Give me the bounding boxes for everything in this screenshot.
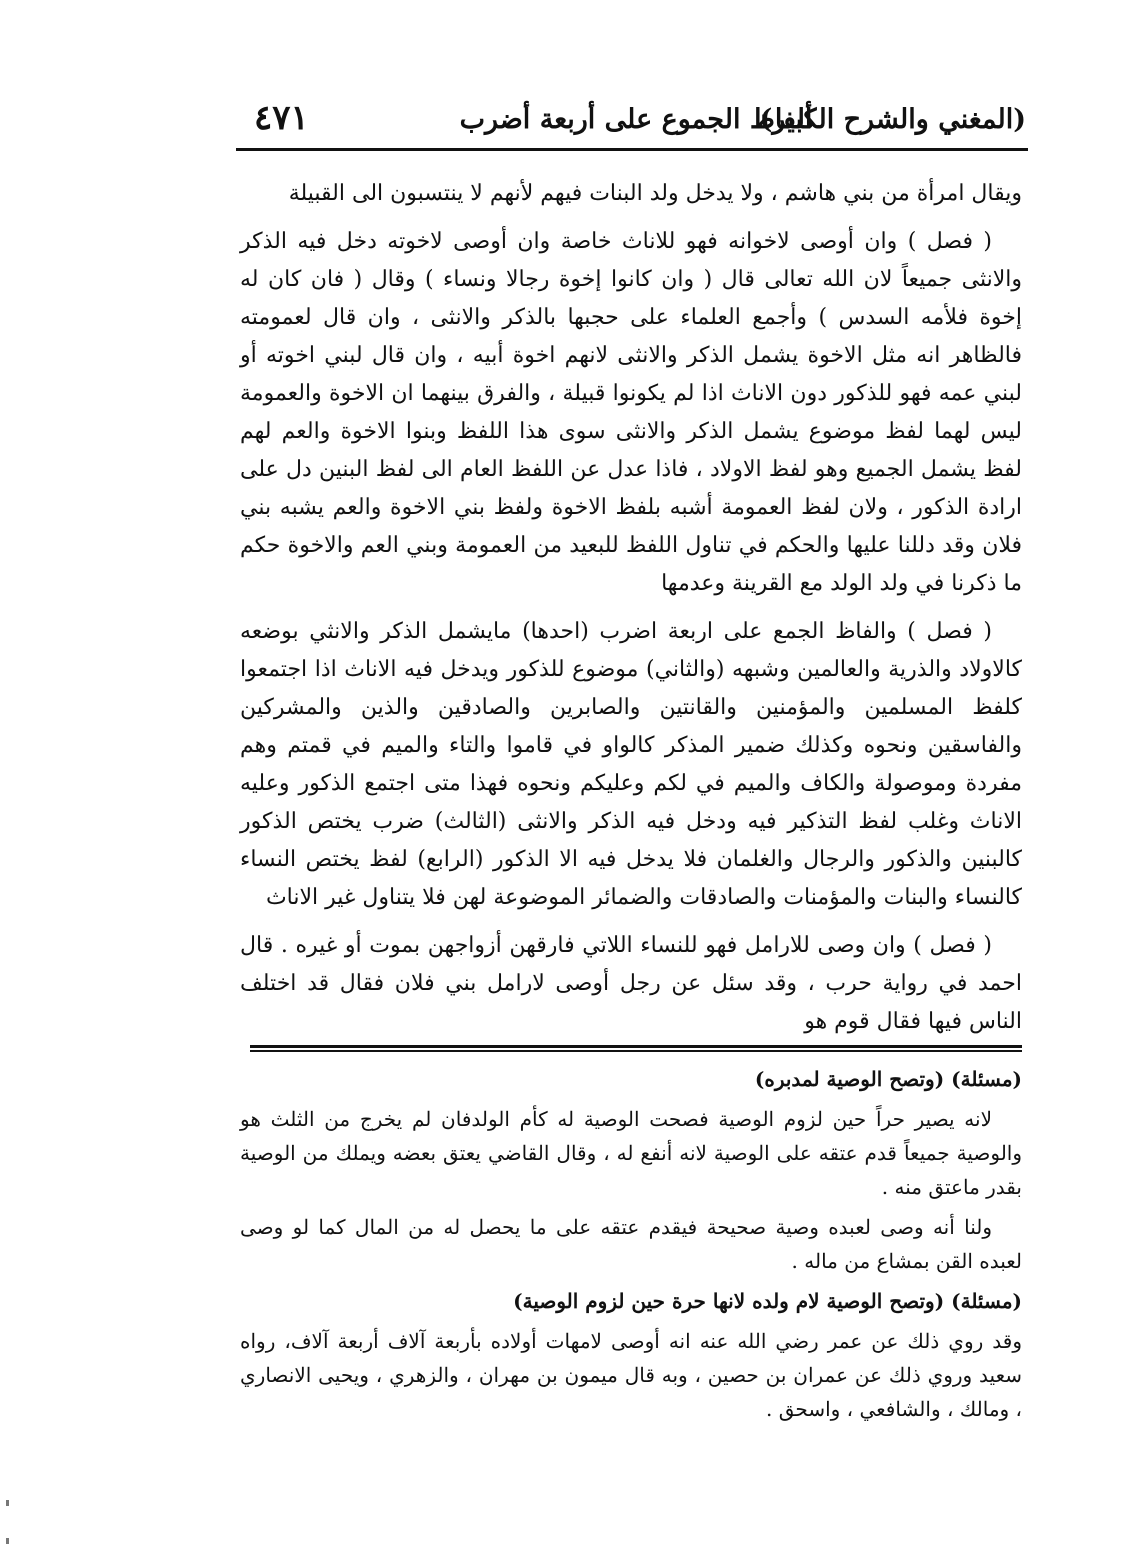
separator-double-rule xyxy=(250,1045,1022,1052)
running-title-book: (المغني والشرح الكبير) xyxy=(759,104,1026,135)
main-paragraph: ( فصل ) وان أوصى لاخوانه فهو للاناث خاصة وان أوصى لاخوته دخل فيه الذكر والانثى جميعاً لان الله تعالى قال ( وان كانوا إخوة رجالا ونساء ) وقال ( فان كان له إخوة فلأمه السدس ) وأجمع العلماء على حجبها بالذكر والانثى ، وان قال لعمومته فالظاهر انه مثل الاخوة يشمل الذكر والانثى لانهم اخوة أبيه ، وان قال لبني اخوته أو لبني عمه فهو للذكور دون الاناث اذا لم يكونوا قبيلة ، والفرق بينهما ان الاخوة والعمومة ليس لهما لفظ موضوع يشمل الذكر والانثى سوى هذا اللفظ وبنوا الاخوة والعم لهم لفظ يشمل الجميع وهو لفظ الاولاد ، فاذا عدل عن اللفظ العام الى لفظ البنين دل على ارادة الذكور ، ولان لفظ العمومة أشبه بلفظ الاخوة ولفظ بني الاخوة والعم يشبه بني فلان وقد دللنا عليها والحكم في تناول اللفظ للبعيد من العمومة وبني العم والاخوة حكم ما ذكرنا في ولد الولد مع القرينة وعدمها xyxy=(240,229,1022,596)
page-header xyxy=(246,96,1026,146)
main-paragraph: ( فصل ) وان وصى للارامل فهو للنساء اللاتي فارقهن أزواجهن بموت أو غيره . قال احمد في رواية حرب ، وقد سئل عن رجل أوصى لارامل بني فلان فقال قد اختلف الناس فيها فقال قوم هو xyxy=(240,933,1022,1034)
commentary-paragraph: وقد روي ذلك عن عمر رضي الله عنه انه أوصى لامهات أولاده بأربعة آلاف أربعة آلاف، رواه سعيد وروي ذلك عن عمران بن حصين ، وبه قال ميمون بن مهران ، والزهري ، ويحيى الانصاري ، ومالك ، والشافعي ، واسحق . xyxy=(240,1329,1022,1421)
main-paragraph: ( فصل ) والفاظ الجمع على اربعة اضرب (احدها) مايشمل الذكر والانثي بوضعه كالاولاد والذرية والعالمين وشبهه (والثاني) موضوع للذكور ويدخل فيه الاناث اذا اجتمعوا كلفظ المسلمين والمؤمنين والقانتين والصابرين والصادقين والذين والمشركين والفاسقين ونحوه وكذلك ضمير المذكر كالواو في قاموا والتاء والميم في قمتم وهم مفردة وموصولة والكاف والميم في لكم وعليكم ونحوه فهذا متى اجتمع الذكور وعليه الاناث وغلب لفظ التذكير فيه ودخل فيه الذكر والانثى (الثالث) ضرب يختص الذكور كالبنين والذكور والرجال والغلمان فلا يدخل فيه الا الذكور (الرابع) لفظ يختص النساء كالنساء والبنات والمؤمنات والصادقات والضمائر الموضوعة لهن فلا يتناول غير الاناث xyxy=(240,619,1022,910)
running-title-section: ألفاظ الجموع على أربعة أضرب xyxy=(459,104,813,135)
main-text xyxy=(240,175,1022,1051)
commentary-text xyxy=(240,1062,1022,1432)
header-rule xyxy=(236,148,1028,151)
main-paragraph: ويقال امرأة من بني هاشم ، ولا يدخل ولد البنات فيهم لأنهم لا ينتسبون الى القبيلة xyxy=(288,181,1022,206)
masala-heading: (مسئلة) (وتصح الوصية لمدبره) xyxy=(754,1067,1022,1091)
commentary-paragraph: لانه يصير حراً حين لزوم الوصية فصحت الوصية له كأم الولدفان لم يخرج من الثلث هو والوصية جميعاً قدم عتقه على الوصية لانه أنفع له ، وقال القاضي يعتق بعضه ويملك من الوصية بقدر ماعتق منه . xyxy=(240,1107,1022,1199)
scan-mark xyxy=(6,1500,9,1506)
masala-heading: (مسئلة) (وتصح الوصية لام ولده لانها حرة حين لزوم الوصية) xyxy=(513,1289,1022,1313)
commentary-paragraph: ولنا أنه وصى لعبده وصية صحيحة فيقدم عتقه على ما يحصل له من المال كما لو وصى لعبده القن بمشاع من ماله . xyxy=(240,1215,1022,1273)
scan-mark xyxy=(6,1538,9,1544)
page-number: ٤٧١ xyxy=(254,98,309,138)
